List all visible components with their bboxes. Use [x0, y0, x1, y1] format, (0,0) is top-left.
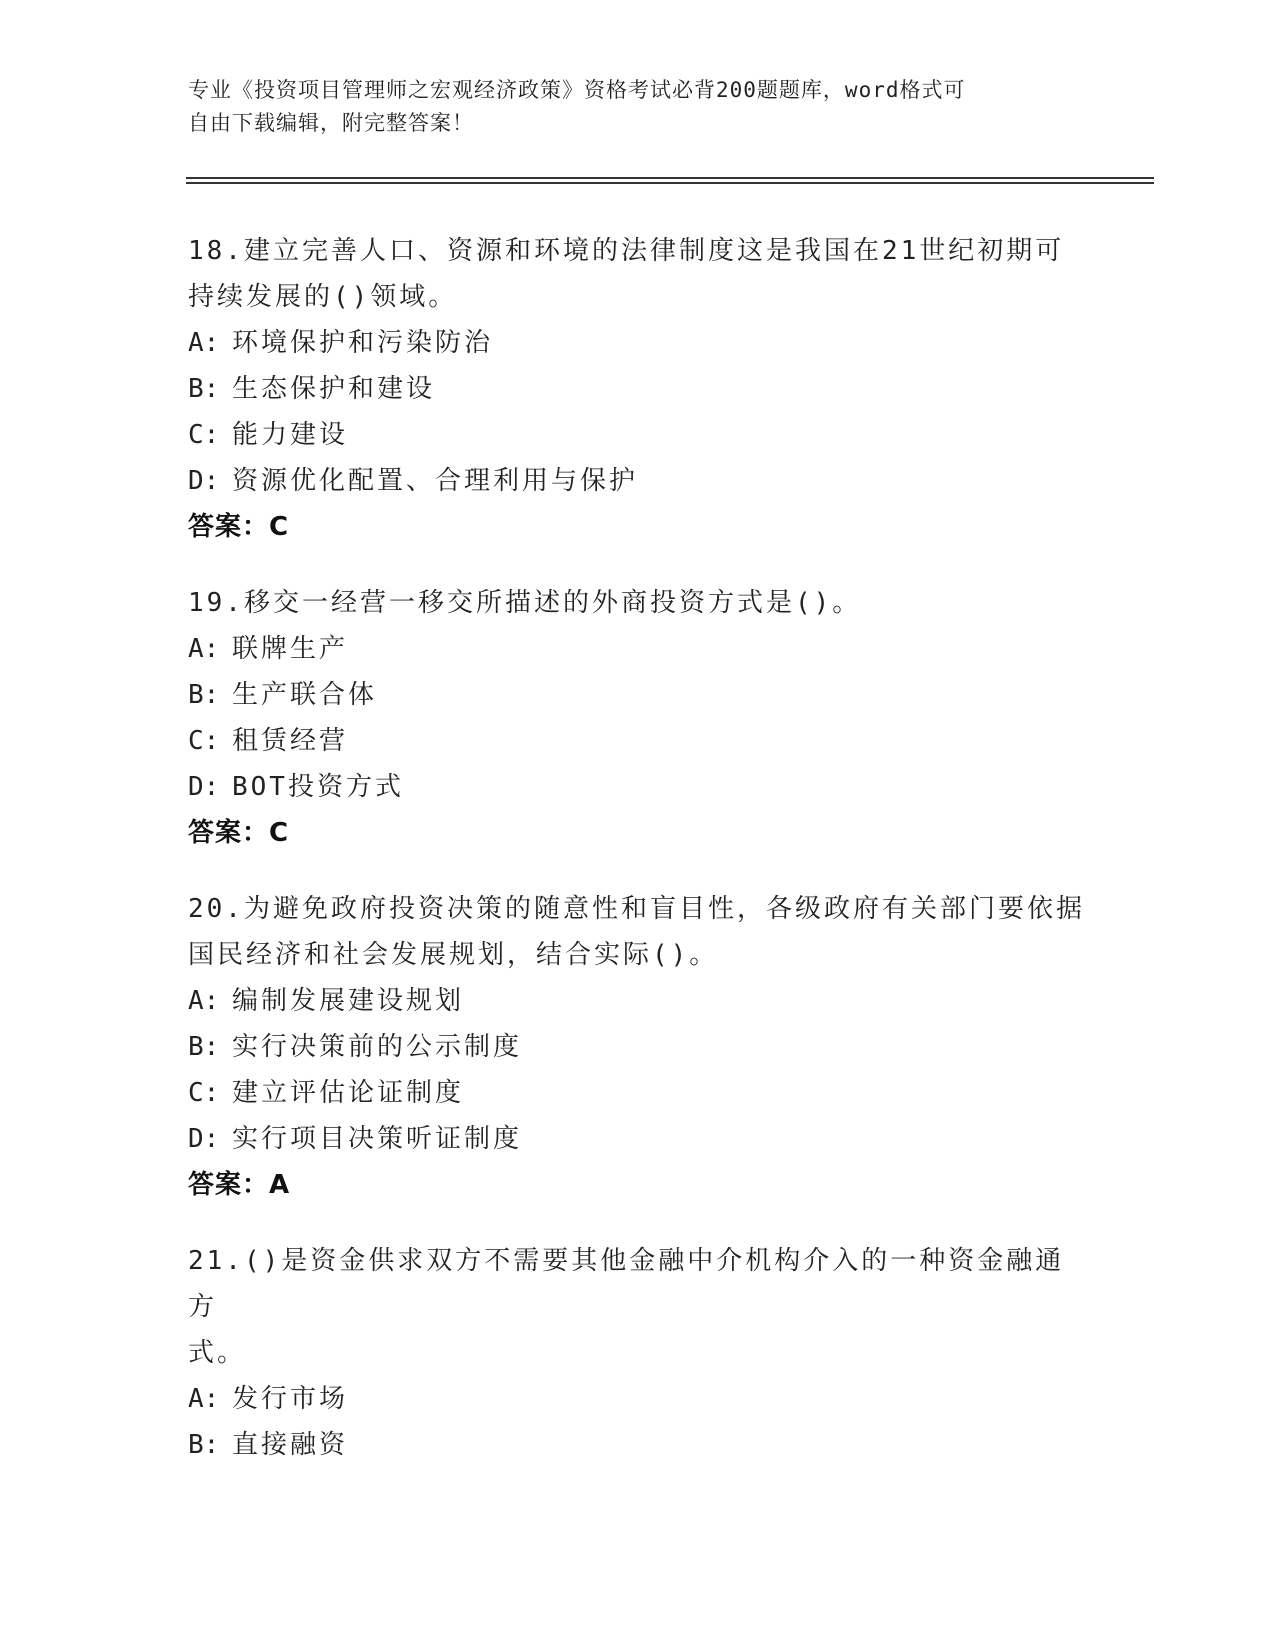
option-b [188, 1024, 1088, 1070]
option-key: A: [188, 328, 220, 358]
option-key: A: [188, 634, 220, 664]
option-key: D: [188, 772, 220, 802]
option-key: B: [188, 1430, 220, 1460]
option-b [188, 366, 1088, 412]
option-key: D: [188, 1124, 220, 1154]
option-key: B: [188, 680, 220, 710]
option-key: A: [188, 986, 220, 1016]
option-b [188, 672, 1088, 718]
option-text: 能力建设 [232, 420, 349, 450]
question-19 [188, 580, 1088, 856]
question-stem-line: 21.()是资金供求双方不需要其他金融中介机构介入的一种资金融通方 [188, 1246, 1065, 1322]
option-text: 环境保护和污染防治 [232, 328, 494, 358]
header-line-2: 自由下载编辑，附完整答案！ [188, 111, 474, 135]
option-text: 实行决策前的公示制度 [232, 1032, 523, 1062]
option-text: 联牌生产 [232, 634, 349, 664]
option-text: 发行市场 [232, 1384, 349, 1414]
option-text: 编制发展建设规划 [232, 986, 465, 1016]
option-a [188, 320, 1088, 366]
option-key: C: [188, 726, 220, 756]
header-divider-top [186, 177, 1154, 179]
question-18 [188, 228, 1088, 550]
option-d [188, 458, 1088, 504]
option-a [188, 1376, 1088, 1422]
question-stem-line: 持续发展的()领域。 [188, 282, 458, 312]
option-key: A: [188, 1384, 220, 1414]
answer-line: 答案：A [188, 1170, 291, 1200]
option-text: BOT投资方式 [232, 772, 404, 802]
question-20 [188, 886, 1088, 1208]
option-a [188, 626, 1088, 672]
option-key: C: [188, 1078, 220, 1108]
question-stem-line: 19.移交一经营一移交所描述的外商投资方式是()。 [188, 588, 862, 618]
option-text: 生态保护和建设 [232, 374, 436, 404]
option-c [188, 1070, 1088, 1116]
option-a [188, 978, 1088, 1024]
option-d [188, 1116, 1088, 1162]
question-stem-line: 国民经济和社会发展规划，结合实际()。 [188, 940, 719, 970]
header-line-1: 专业《投资项目管理师之宏观经济政策》资格考试必背200题题库，word格式可 [188, 78, 966, 102]
option-key: C: [188, 420, 220, 450]
option-c [188, 412, 1088, 458]
option-b [188, 1422, 1088, 1468]
document-header [188, 74, 1088, 140]
option-text: 建立评估论证制度 [232, 1078, 465, 1108]
option-key: D: [188, 466, 220, 496]
question-stem-line: 式。 [188, 1338, 247, 1368]
answer-line: 答案：C [188, 512, 290, 542]
answer-line: 答案：C [188, 818, 290, 848]
question-stem-line: 18.建立完善人口、资源和环境的法律制度这是我国在21世纪初期可 [188, 236, 1065, 266]
option-c [188, 718, 1088, 764]
option-key: B: [188, 1032, 220, 1062]
option-text: 生产联合体 [232, 680, 378, 710]
option-key: B: [188, 374, 220, 404]
header-divider-bottom [186, 182, 1154, 184]
option-text: 实行项目决策听证制度 [232, 1124, 523, 1154]
option-text: 租赁经营 [232, 726, 349, 756]
question-stem-line: 20.为避免政府投资决策的随意性和盲目性，各级政府有关部门要依据 [188, 894, 1085, 924]
question-21 [188, 1238, 1088, 1468]
option-text: 资源优化配置、合理利用与保护 [232, 466, 639, 496]
option-text: 直接融资 [232, 1430, 349, 1460]
option-d [188, 764, 1088, 810]
